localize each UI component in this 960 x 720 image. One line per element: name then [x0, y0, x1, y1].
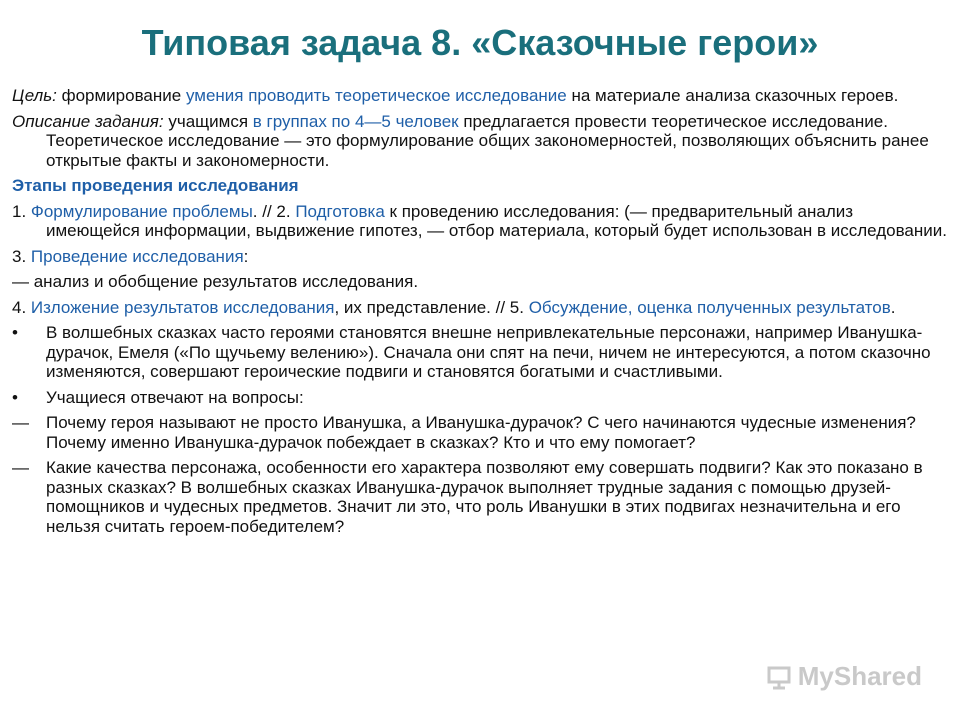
watermark [766, 661, 922, 692]
stages-heading: Этапы проведения исследования [12, 176, 299, 195]
bullet-text: Учащиеся отвечают на вопросы: [46, 387, 304, 407]
bullet-text: В волшебных сказках часто героями становятся внешне непривлекательные персонажи, например Иванушка-дурачок, Емеля («По щучьему велению»). Сначала они спят на печи, ничем не интересуются, а потом сказочно изменяются, совершают героические подвиги и становятся богатыми и счастливыми. [46, 323, 931, 381]
stage-line-4 [12, 298, 948, 318]
bullet-marker: • [12, 323, 18, 342]
goal-highlight: умения проводить теоретическое исследование [185, 86, 567, 105]
bullet-marker: • [12, 387, 18, 407]
stage-2-title: Подготовка [295, 201, 385, 221]
description-highlight: в группах по 4—5 человек [252, 111, 459, 131]
list-item [12, 388, 948, 408]
description-paragraph [12, 112, 948, 171]
dash-marker: — [12, 413, 29, 432]
description-text-2: предлагается провести теоретическое исследование. Теоретическое исследование — это формулирование общих закономерностей, позволяющих объяснить ранее открытые факты и закономерности. [46, 111, 929, 170]
description-text-1: учащимся [163, 111, 253, 131]
stage-3-number: 3. [12, 246, 31, 266]
page-title: Типовая задача 8. «Сказочные герои» [141, 22, 819, 63]
stage-3-title: Проведение исследования [30, 246, 244, 266]
watermark-label: MyShared [797, 661, 922, 691]
goal-text-2: на материале анализа сказочных героев. [566, 86, 899, 105]
goal-paragraph [12, 86, 948, 106]
stage-5-end: . [890, 297, 896, 317]
stage-2-rest: к проведению исследования: (— предварительный анализ имеющейся информации, выдвижение гипотез, — отбор материала, который будет использован в исследовании. [46, 201, 947, 240]
slide-content [12, 86, 948, 542]
stage-line-2 [12, 247, 948, 267]
goal-text-1: формирование [56, 86, 186, 105]
stage-4-mid: , их представление. // 5. [334, 297, 529, 317]
presentation-screen-icon [766, 664, 792, 690]
goal-label: Цель: [12, 86, 57, 105]
stage-4-number: 4. [12, 297, 31, 317]
description-label: Описание задания: [12, 111, 164, 131]
stage-5-title: Обсуждение, оценка полученных результатов [528, 297, 891, 317]
question-text: Почему героя называют не просто Иванушка, а Иванушка-дурачок? С чего начинаются чудесные изменения? Почему именно Иванушка-дурачок побеждает в сказках? Кто и что ему помогает? [46, 413, 916, 452]
stage-4-title: Изложение результатов исследования [30, 297, 335, 317]
stage-line-3: — анализ и обобщение результатов исследования. [12, 272, 419, 291]
list-item [12, 413, 948, 452]
list-item [12, 323, 948, 382]
list-item [12, 458, 948, 536]
stage-1-number: 1. [12, 201, 31, 221]
stage-3-rest: : [243, 246, 249, 266]
stage-1-mid: . // 2. [252, 201, 296, 221]
question-text: Какие качества персонажа, особенности его характера позволяют ему совершать подвиги? Как это показано в разных сказках? В волшебных сказках Иванушка-дурачок выполняет трудные задания с помощью друзей-помощников и чудесных предметов. Значит ли это, что роль Иванушки в этих подвигах незначительна и его нельзя считать героем-победителем? [46, 458, 923, 536]
stage-line-1 [12, 202, 948, 241]
dash-marker: — [12, 458, 29, 477]
stage-1-title: Формулирование проблемы [30, 201, 253, 221]
